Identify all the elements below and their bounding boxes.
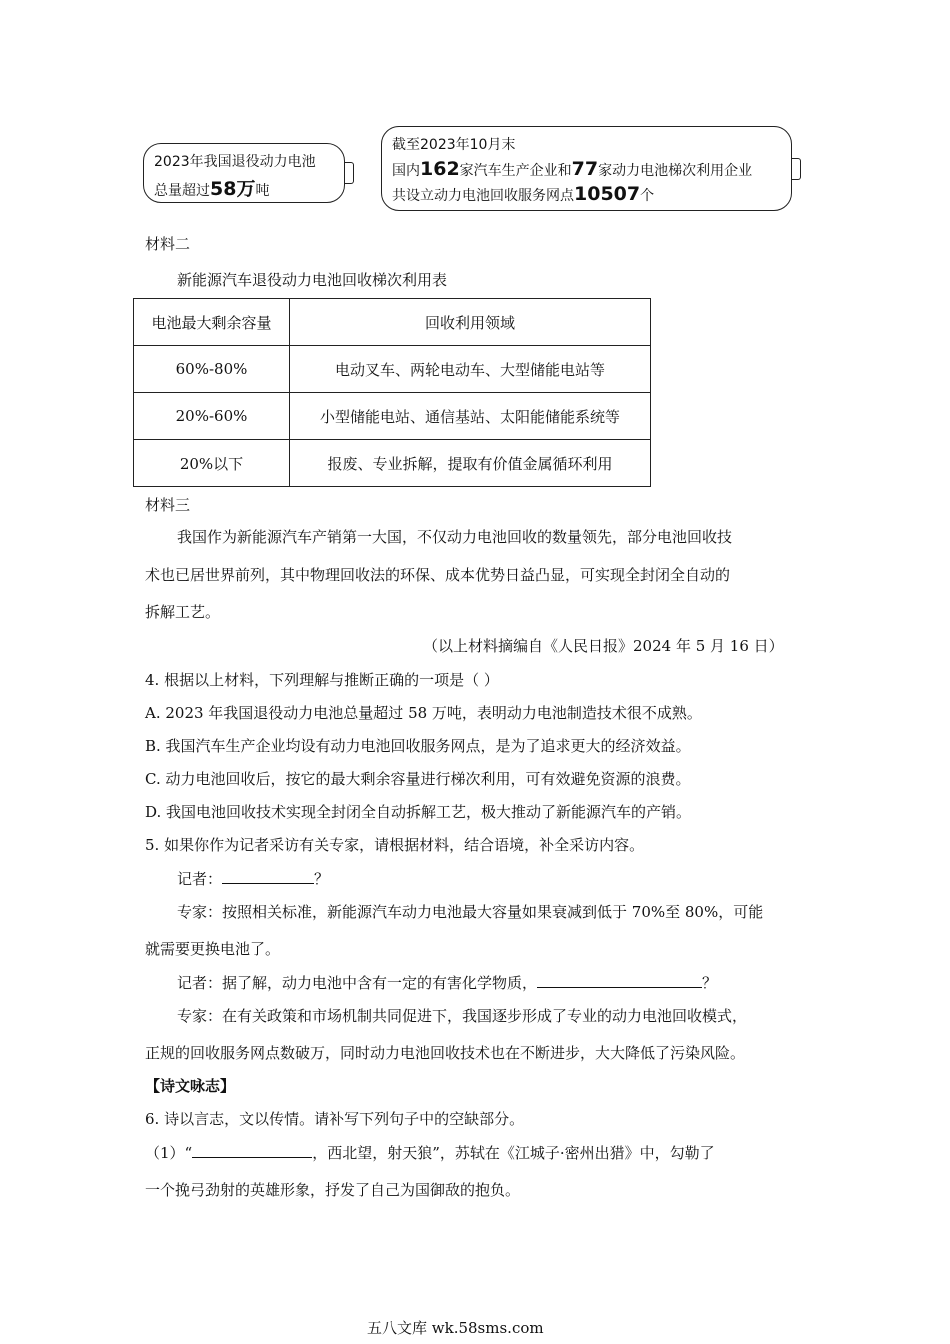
- callout-right-line2-a: 国内: [392, 163, 420, 179]
- battery-terminal-icon: [345, 162, 354, 184]
- material3-paragraph-line1: 我国作为新能源汽车产销第一大国，不仅动力电池回收的数量领先，部分电池回收技: [177, 528, 733, 546]
- answer-blank[interactable]: [192, 1142, 312, 1158]
- q4-option-c: C. 动力电池回收后，按它的最大剩余容量进行梯次利用，可有效避免资源的浪费。: [145, 770, 691, 788]
- table-cell: 20%以下: [134, 440, 290, 487]
- callout-right-line2-c: 家动力电池梯次利用企业: [598, 163, 753, 179]
- callout-left-number: 58万: [210, 178, 256, 200]
- callout-right-line2: [392, 158, 752, 180]
- battery-callout-left: [143, 143, 345, 203]
- material-source: （以上材料摘编自《人民日报》2024 年 5 月 16 日）: [423, 637, 784, 655]
- section-heading: 【诗文咏志】: [145, 1077, 236, 1095]
- q6-sentence1-pre: （1）“: [145, 1144, 193, 1162]
- q4-option-a: A. 2023 年我国退役动力电池总量超过 58 万吨，表明动力电池制造技术很不成熟。: [145, 704, 702, 722]
- callout-left-line1: 2023年我国退役动力电池: [154, 154, 316, 170]
- callout-right-line2-b: 家汽车生产企业和: [459, 163, 572, 179]
- callout-right-line1: 截至2023年10月末: [392, 137, 516, 153]
- material2-label: 材料二: [145, 235, 191, 253]
- q6-sentence1-post: ，西北望，射天狼”，苏轼在《江城子·密州出猎》中，勾勒了: [312, 1144, 715, 1162]
- q4-option-d: D. 我国电池回收技术实现全封闭全自动拆解工艺，极大推动了新能源汽车的产销。: [145, 803, 692, 821]
- material3-label: 材料三: [145, 496, 191, 514]
- callout-left-line2-post: 吨: [255, 183, 270, 199]
- callout-right-number-162: 162: [420, 158, 460, 180]
- table-cell: 小型储能电站、通信基站、太阳能储能系统等: [290, 393, 651, 440]
- question-mark: ？: [702, 974, 718, 992]
- material3-paragraph-line3: 拆解工艺。: [145, 603, 221, 621]
- q5-expert-answer1-line2: 就需要更换电池了。: [145, 940, 281, 958]
- q4-stem: 4. 根据以上材料，下列理解与推断正确的一项是（ ）: [145, 671, 499, 689]
- callout-right-line3-a: 共设立动力电池回收服务网点: [392, 188, 574, 204]
- callout-left-line2-pre: 总量超过: [154, 183, 210, 199]
- callout-right-line3: [392, 183, 654, 205]
- table-title: 新能源汽车退役动力电池回收梯次利用表: [177, 271, 448, 289]
- table-header-capacity: 电池最大剩余容量: [134, 299, 290, 346]
- answer-blank[interactable]: [222, 868, 314, 884]
- q5-expert-answer1-line1: 专家：按照相关标准，新能源汽车动力电池最大容量如果衰减到低于 70%至 80%，可能: [177, 903, 764, 921]
- battery-callout-right: [381, 126, 792, 211]
- q5-reporter-question1: [177, 868, 329, 889]
- battery-terminal-icon: [792, 158, 801, 180]
- q5-reporter-question2: [177, 972, 717, 993]
- table-cell: 电动叉车、两轮电动车、大型储能电站等: [290, 346, 651, 393]
- reporter-label: 记者：: [177, 870, 223, 888]
- table-cell: 20%-60%: [134, 393, 290, 440]
- table-cell: 60%-80%: [134, 346, 290, 393]
- recycling-table: [133, 298, 651, 487]
- table-header-field: 回收利用领域: [290, 299, 651, 346]
- table-row: [134, 393, 651, 440]
- table-row: [134, 440, 651, 487]
- reporter-text: 记者：据了解，动力电池中含有一定的有害化学物质，: [177, 974, 538, 992]
- q5-stem: 5. 如果你作为记者采访有关专家，请根据材料，结合语境，补全采访内容。: [145, 836, 645, 854]
- table-cell: 报废、专业拆解，提取有价值金属循环利用: [290, 440, 651, 487]
- q6-stem: 6. 诗以言志，文以传情。请补写下列句子中的空缺部分。: [145, 1110, 525, 1128]
- callout-right-line3-b: 个: [640, 188, 655, 204]
- q5-expert-answer2-line2: 正规的回收服务网点数破万，同时动力电池回收技术也在不断进步，大大降低了污染风险。: [145, 1044, 746, 1062]
- q4-option-b: B. 我国汽车生产企业均设有动力电池回收服务网点，是为了追求更大的经济效益。: [145, 737, 691, 755]
- q6-sentence1-line2: 一个挽弓劲射的英雄形象，抒发了自己为国御敌的抱负。: [145, 1181, 521, 1199]
- callout-right-number-10507: 10507: [574, 183, 641, 205]
- footer-watermark: 五八文库 wk.58sms.com: [367, 1319, 544, 1337]
- q6-sentence1-line1: [145, 1142, 715, 1163]
- answer-blank[interactable]: [537, 972, 702, 988]
- table-row: [134, 346, 651, 393]
- callout-left-line2: [154, 174, 269, 201]
- callout-right-number-77: 77: [571, 158, 599, 180]
- table-header-row: [134, 299, 651, 346]
- q5-expert-answer2-line1: 专家：在有关政策和市场机制共同促进下，我国逐步形成了专业的动力电池回收模式，: [177, 1007, 748, 1025]
- question-mark: ？: [314, 870, 330, 888]
- material3-paragraph-line2: 术也已居世界前列，其中物理回收法的环保、成本优势日益凸显，可实现全封闭全自动的: [145, 566, 731, 584]
